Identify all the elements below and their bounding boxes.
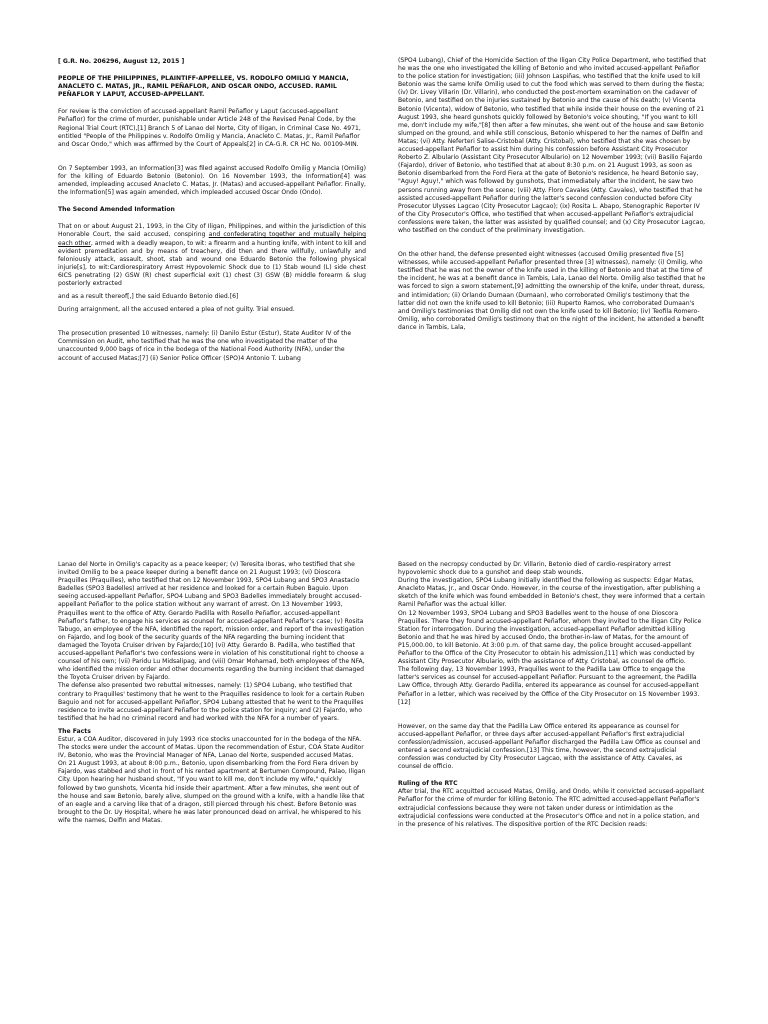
information-text-post: , armed with a deadly weapon, to wit: a firearm and a hunting knife, with intent to kill and evident premeditation and by means of treachery, did then and there willfully, unlawfully and feloniously attack, assault, shoot, stab and wound one Eduardo Betonio the following physical injurie[s], to wit:Cardiorespiratory Arrest Hypovolemic Shock due to (1) Stab wound (L) side chest 6ICS penetrating (2) GSW (R) chest superficial exit (1) chest (3) GSW (B) middle forearm & slug posteriorly extracted xyxy=(58,239,366,287)
section-heading-second-amended-information: The Second Amended Information xyxy=(58,206,175,214)
information-text-underlined: and confederating together and mutually helping each other xyxy=(58,231,366,247)
witnesses-paragraph: (SPO4 Lubang), Chief of the Homicide Section of the Iligan City Police Department, who testified that he was the one who investigated the killing of Betonio and who invited accused-appellant Peñaflor to the police station for investigation; (iii) Johnson Laspiñas, who testified that the knife used to kill Betonio was the same knife Omilig used to cut the food which was served to them during the fiesta; (iv) Dr. Livey Villarin (Dr. Villarin), who conducted the post-mortem examination on the cadaver of Betonio, and testified on the injuries sustained by Betonio and the cause of his death; (v) Vicenta Betonio (Vicenta), widow of Betonio, who testified that while inside their house on the evening of 21 August 1993, she heard gunshots quickly followed by Betonio's voice shouting, "If you want to kill me, don't include my wife,"[8] then after a few minutes, she went out of the house and saw Betonio slumped on the ground, and while still conscious, Betonio whispered to her the names of Delfin and Matas; (vi) Atty. Neferteri Salise-Cristobal (Atty. Cristobal), who testified that she was chosen by accused-appellant Peñaflor to assist him during his confession before Assistant City Prosecutor Roberto Z. Albulario (Assistant City Prosecutor Albulario) on 12 November 1993; (vii) Basilio Fajardo (Fajardo), driver of Betonio, who testified that at about 8:30 p.m. on 21 August 1993, as soon as Betonio disembarked from the Ford Fiera at the gate of Betonio's residence, he heard Betonio say, "Aguy! Aguy!," which was followed by gunshots, that immediately after the incident, he saw two persons running away from the scene; (viii) Atty. Floro Cavales (Atty. Cavales), who testified that he assisted accused-appellant Peñaflor during the latter's second confession conducted before City Prosecutor Ulysses Lagcao (City Prosecutor Lagcao); (ix) Rosita L. Abapo, Stenographic Reporter IV of the City Prosecutor's Office, who testified that when accused-appellant Peñaflor's extrajudicial confessions were taken, the latter was assisted by qualified counsel; and (x) City Prosecutor Lagcao, who testified on the conduct of the preliminary investigation. xyxy=(398,57,707,234)
page2-left-column xyxy=(58,561,366,825)
page1-left-column xyxy=(58,58,366,363)
result-paragraph: and as a result thereof[,] the said Eduardo Betonio died.[6] xyxy=(58,293,239,301)
page2-right-column xyxy=(398,561,706,829)
necropsy-paragraph: Based on the necropsy conducted by Dr. Villarin, Betonio died of cardio-respiratory arrest hypovolemic shock due to a gunshot and deep stab wounds. xyxy=(398,561,671,577)
facts-paragraph-2: On 21 August 1993, at about 8:00 p.m., Betonio, upon disembarking from the Ford Fiera driven by Fajardo, was stabbed and shot in front of his rented apartment at Bertumen Compound, Palao, Iligan City. Upon hearing her husband shout, "If you want to kill me, don't include my wife," quickly followed by two gunshots, Vicenta hid inside their apartment. After a few minutes, she went out of the house and saw Betonio, barely alive, slumped on the ground with a knife, with a handle like that of an eagle and a carving like that of a dragon, still pierced through his chest. Before Betonio was brought to the Dr. Uy Hospital, where he was later pronounced dead on arrival, he whispered to his wife the names, Delfin and Matas. xyxy=(58,760,366,824)
section-heading-ruling-rtc: Ruling of the RTC xyxy=(398,780,458,788)
case-parties: PEOPLE OF THE PHILIPPINES, PLAINTIFF-APPELLEE, VS. RODOLFO OMILIG Y MANCIA, ANACLETO C. MATAS, JR., RAMIL PEÑAFLOR, AND OSCAR ONDO, ACCUSED. RAMIL PEÑAFLOR Y LAPUT, ACCUSED-APPELLANT. xyxy=(58,75,349,99)
page1-right-column xyxy=(398,57,706,332)
information-text-pre: That on or about August 21, 1993, in the City of Iligan, Philippines, and within the jurisdiction of this Honorable Court, the said accused, conspiring xyxy=(58,223,366,239)
case-number: [ G.R. No. 206296, August 12, 2015 ] xyxy=(58,58,185,65)
suspects-paragraph: During the investigation, SPO4 Lubang initially identified the following as suspects: Edgar Matas, Anacleto Matas, Jr., and Oscar Ondo. However, in the course of the investigation, after publishing a sketch of the knife which was found embedded in Betonio's chest, they were informed that a certain Ramil Peñaflor was the actual killer. xyxy=(398,577,705,609)
information-paragraph: On 7 September 1993, an Information[3] was filed against accused Rodolfo Omilig y Mancia (Omilig) for the killing of Eduardo Betonio (Betonio). On 16 November 1993, the Information[4] was amended, impleading accused Anacleto C. Matas, Jr. (Matas) and accused-appellant Peñaflor. Finally, the Information[5] was again amended, which impleaded accused Oscar Ondo (Ondo). xyxy=(58,164,366,197)
defense-witnesses-continued: Lanao del Norte in Omilig's capacity as a peace keeper; (v) Teresita Iboras, who testified that she invited Omilig to be a peace keeper during a benefit dance on 21 August 1993; (vi) Dioscora Praquilles (Praquilles), who testified that on 12 November 1993, SPO4 Lubang and SPO3 Anastacio Badelles (SPO3 Badelles) arrived at her residence and looked for a certain Ruben Baguio. Upon seeing accused-appellant Peñaflor, SPO4 Lubang and SPO3 Badelles immediately brought accused-appellant Peñaflor to the police station without any warrant of arrest. On 13 November 1993, Praquilles went to the office of Atty. Gerardo Padilla with Rosello Peñaflor, accused-appellant Peñaflor's father, to engage his services as counsel for accused-appellant Peñaflor's case; (v) Rosita Tabugo, an employee of the NFA, identified the report, mission order, and report of the investigation on Fajardo, and log book of the security guards of the NFA regarding the burning incident that damaged the Toyota Cruiser driven by Fajardo;[10] (vi) Atty. Gerardo B. Padilla, who testified that accused-appellant Peñaflor's two confessions were in violation of his constitutional right to choose a counsel of his own; (vii) Paridu Lu Midsalipag, and (viii) Omar Mohamad, both employees of the NFA, who identified the mission order and other documents regarding the burning incident that damaged the Toyota Cruiser driven by Fajardo. xyxy=(58,561,365,682)
arrest-paragraph: On 12 November 1993, SPO4 Lubang and SPO3 Badelles went to the house of one Dioscora Praquilles. There they found accused-appellant Peñaflor, whom they invited to the Iligan City Police Station for interrogation. During the investigation, accused-appellant Peñaflor admitted killing Betonio and that he was hired by accused Ondo, the brother-in-law of Matas, for the amount of P15,000.00, to kill Betonio. At 3:00 p.m. of that same day, the police brought accused-appellant Peñaflor to the Office of the City Prosecutor to obtain his admission,[11] which was conducted by Assistant City Prosecutor Albulario, with the assistance of Atty. Cristobal, as counsel de officio. xyxy=(398,609,702,666)
section-heading-facts: The Facts xyxy=(58,727,91,735)
rebuttal-paragraph: The defense also presented two rebuttal witnesses, namely: (1) SPO4 Lubang, who testified that contrary to Praquilles' testimony that he went to the Praquilles residence to look for a certain Ruben Baguio and not for accused-appellant Peñaflor, SPO4 Lubang attested that he went to the Praquilles residence to invite accused-appellant Peñaflor to the police station for inquiry; and (2) Fajardo, who testified that he had no criminal record and had worked with the NFA for a number of years. xyxy=(58,682,365,722)
second-confession-paragraph: However, on the same day that the Padilla Law Office entered its appearance as counsel for accused-appellant Peñaflor, or three days after accused-appellant Peñaflor's first extrajudicial confession/admission, accused-appellant Peñaflor discharged the Padilla Law Office as counsel and entered a second extrajudicial confession.[13] This time, however, the second extrajudicial confession was conducted by City Prosecutor Lagcao, with the assistance of Atty. Cavales, as counsel de officio. xyxy=(398,722,701,771)
document-page-2 xyxy=(0,512,768,1024)
arraignment-paragraph: During arraignment, all the accused entered a plea of not guilty. Trial ensued. xyxy=(58,306,295,314)
facts-paragraph-1: Estur, a COA Auditor, discovered in July 1993 rice stocks unaccounted for in the bodega of the NFA. The stocks were under the account of Matas. Upon the recommendation of Estur, COA State Auditor IV, Betonio, who was the Provincial Manager of NFA, Lanao del Norte, suspended accused Matas. xyxy=(58,735,364,760)
defense-paragraph: On the other hand, the defense presented eight witnesses (accused Omilig presented five [5] witnesses, while accused-appellant Peñaflor presented three [3] witnesses), namely: (i) Omilig, who testified that he was not the owner of the knife used in the killing of Betonio and that at the time of the incident, he was at a benefit dance in Tambis, Lala, Lanao del Norte. Omilig also testified that he was forced to sign a sworn statement,[9] admitting the ownership of the knife, under threat, duress, and intimidation; (ii) Orlando Dumaan (Dumaan), who corroborated Omilig's testimony that the latter did not own the knife used to kill Betonio; (iii) Ruperto Ramos, who corroborated Dumaan's and Omilig's testimonies that Omilig did not own the knife used to kill Betonio; (iv) Teofila Romero-Omilig, who corroborated Omilig's testimony that on the night of the incident, he attended a benefit dance in Tambis, Lala, xyxy=(398,251,706,331)
information-text xyxy=(58,223,366,288)
padilla-paragraph: The following day, 13 November 1993, Praquilles went to the Padilla Law Office to engage the latter's services as counsel for accused-appellant Peñaflor. Pursuant to the agreement, the Padilla Law Office, through Atty. Gerardo Padilla, entered its appearance as counsel for accused-appellant Peñaflor in a letter, which was received by the Office of the City Prosecutor on 15 November 1993.[12] xyxy=(398,666,700,706)
prosecution-paragraph: The prosecution presented 10 witnesses, namely: (i) Danilo Estur (Estur), State Auditor IV of the Commission on Audit, who testified that he was the one who investigated the matter of the unaccounted 9,000 bags of rice in the bodega of the National Food Authority (NFA), under the account of accused Matas;[7] (ii) Senior Police Officer (SPO)4 Antonio T. Lubang xyxy=(58,330,352,362)
intro-paragraph: For review is the conviction of accused-appellant Ramil Peñaflor y Laput (accused-appellant Peñaflor) for the crime of murder, punishable under Article 248 of the Revised Penal Code, by the Regional Trial Court (RTC),[1] Branch 5 of Lanao del Norte, City of Iligan, in Criminal Case No. 4971, entitled "People of the Philippines v. Rodolfo Omilig y Mancia, Anacleto C. Matas, Jr., Ramil Peñaflor and Oscar Ondo," which was affirmed by the Court of Appeals[2] in CA-G.R. CR HC No. 00109-MIN. xyxy=(58,108,361,148)
ruling-paragraph: After trial, the RTC acquitted accused Matas, Omilig, and Ondo, while it convicted accused-appellant Peñaflor for the crime of murder for killing Betonio. The RTC admitted accused-appellant Peñaflor's extrajudicial confessions because they were not taken under duress or intimidation as the extrajudicial confessions were conducted at the Prosecutor's Office and not in a police station, and in the presence of his relatives. The dispositive portion of the RTC Decision reads: xyxy=(398,788,705,828)
